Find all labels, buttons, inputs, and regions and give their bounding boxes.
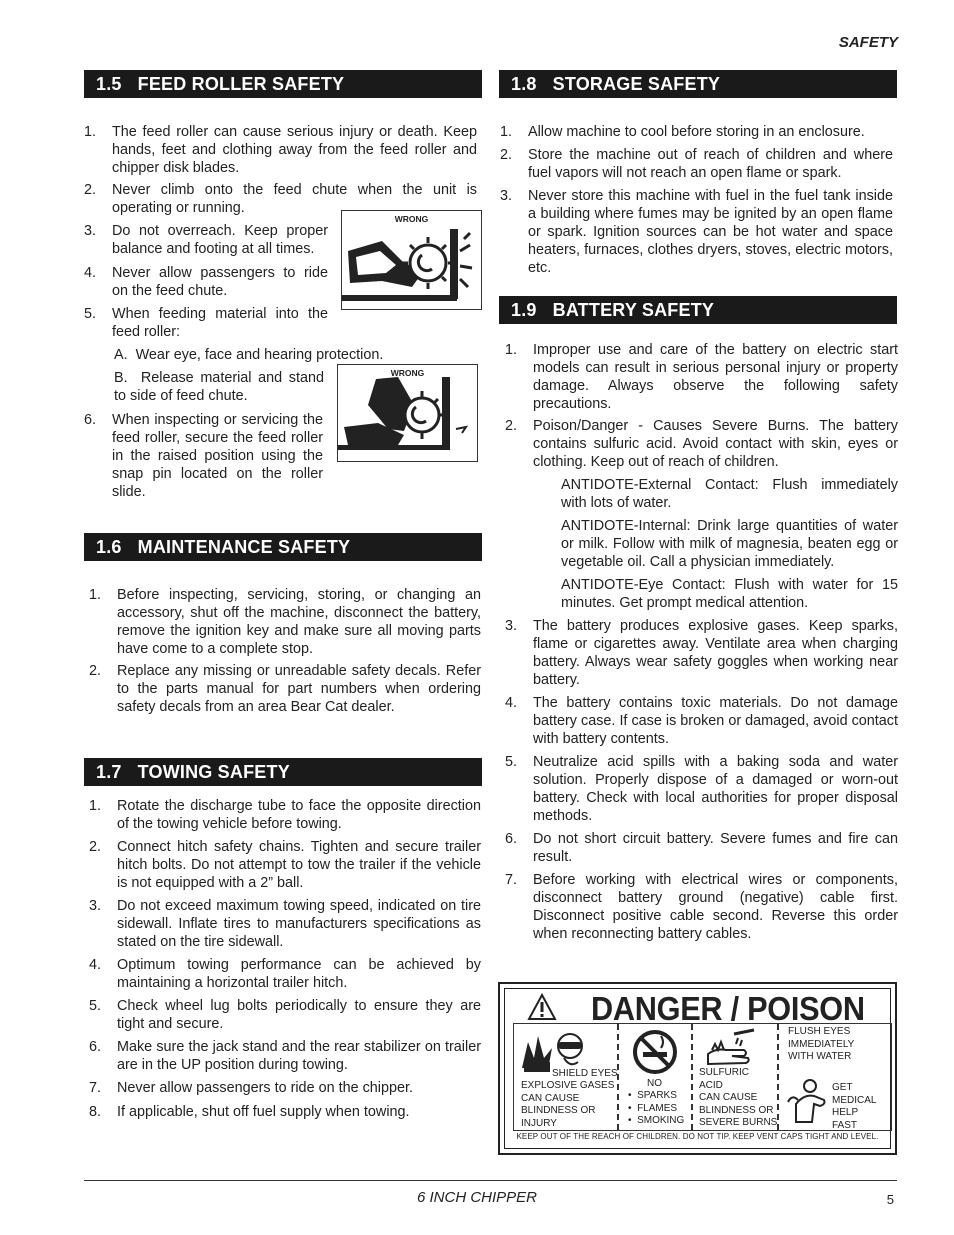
decal-frame xyxy=(504,988,891,1149)
list-item: 2. Never climb onto the feed chute when the unit is operating or running. xyxy=(84,182,477,216)
figure-wrong-servicing xyxy=(337,364,478,462)
danger-poison-decal xyxy=(498,982,897,1155)
section-title: STORAGE SAFETY xyxy=(552,74,721,94)
list-item: 7. Before working with electrical wires or components, disconnect battery ground (negative) cable first. Disconnect positive cable second. Reverse this order when reconnecting battery cables. xyxy=(505,872,898,942)
list-item: 1. Rotate the discharge tube to face the opposite direction of the towing vehicle before towing. xyxy=(89,798,481,832)
section-heading-battery xyxy=(499,296,897,324)
sub-list-item: A. Wear eye, face and hearing protection. xyxy=(114,347,384,363)
list-item: 3. Do not exceed maximum towing speed, indicated on tire sidewall. Inflate tires to manufacturers specifications as stated on the tire sidewall. xyxy=(89,898,481,950)
no-text: NO xyxy=(647,1078,662,1089)
hand-in-roller-illustration xyxy=(342,211,481,309)
list-item: 3. The battery produces explosive gases. Keep sparks, flame or cigarettes away. Ventilate area when charging battery. Always wear safety goggles when working near battery. xyxy=(505,618,898,688)
decal-footer-text: KEEP OUT OF THE REACH OF CHILDREN. DO NOT TIP. KEEP VENT CAPS TIGHT AND LEVEL. xyxy=(516,1132,879,1141)
list-item: 4. The battery contains toxic materials. Do not damage battery case. If case is broken or damaged, avoid contact with battery contents. xyxy=(505,695,898,747)
list-item: 1. Improper use and care of the battery on electric start models can result in serious personal injury or property damage. Always observe the following safety precautions. xyxy=(505,342,898,412)
warning-triangle-icon xyxy=(527,993,557,1021)
list-item: 2. Poison/Danger - Causes Severe Burns. The battery contains sulfuric acid. Avoid contact with skin, eyes or clothing. Keep out of reach of children. xyxy=(505,418,898,470)
running-header: SAFETY xyxy=(838,34,898,51)
list-item: 6. When inspecting or servicing the feed roller, secure the feed roller in the raised position using the snap pin located on the roller slide. xyxy=(84,412,323,500)
section-title: MAINTENANCE SAFETY xyxy=(137,537,351,557)
figure-wrong-reaching xyxy=(341,210,482,310)
decal-title: DANGER / POISON xyxy=(591,990,865,1027)
section-heading-maintenance xyxy=(84,533,482,561)
figure-label: WRONG xyxy=(390,368,425,378)
list-item: 6. Make sure the jack stand and the rear stabilizer on trailer are in the UP position during towing. xyxy=(89,1039,481,1073)
list-item: 3. Do not overreach. Keep proper balance and footing at all times. xyxy=(84,223,328,257)
list-item: 7. Never allow passengers to ride on the chipper. xyxy=(89,1080,413,1096)
footer-rule xyxy=(84,1180,897,1181)
section-number: 1.7 xyxy=(96,762,122,782)
explosive-gases-text: EXPLOSIVE GASES CAN CAUSE BLINDNESS OR INJURY xyxy=(521,1080,615,1129)
flush-eyes-text: FLUSH EYES IMMEDIATELY WITH WATER xyxy=(788,1026,855,1062)
antidote-text: ANTIDOTE-External Contact: Flush immediately with lots of water. xyxy=(561,477,898,511)
sub-list-item: B. Release material and stand to side of feed chute. xyxy=(114,370,324,404)
sulfuric-acid-text: SULFURIC ACID CAN CAUSE BLINDNESS OR SEVERE BURNS xyxy=(699,1067,778,1128)
no-list: • SPARKS • FLAMES • SMOKING xyxy=(628,1090,685,1126)
medical-help-text: GET MEDICAL HELP FAST xyxy=(832,1082,877,1131)
section-number: 1.5 xyxy=(96,74,122,94)
section-title: FEED ROLLER SAFETY xyxy=(137,74,345,94)
section-title: TOWING SAFETY xyxy=(137,762,290,782)
list-item: 5. When feeding material into the feed roller: xyxy=(84,306,328,340)
acid-burn-icon xyxy=(704,1028,760,1068)
figure-label: WRONG xyxy=(394,214,429,224)
page-number: 5 xyxy=(886,1192,894,1207)
list-item: 1. Before inspecting, servicing, storing, or changing an accessory, shut off the machine, disconnect the battery, remove the ignition key and make sure all moving parts have come to a complete stop. xyxy=(89,587,481,657)
decal-panel xyxy=(513,1023,892,1131)
antidote-text: ANTIDOTE-Eye Contact: Flush with water for 15 minutes. Get prompt medical attention. xyxy=(561,577,898,611)
shield-eyes-text: SHIELD EYES xyxy=(552,1068,618,1079)
list-item: 8. If applicable, shut off fuel supply when towing. xyxy=(89,1104,410,1120)
list-item: 6. Do not short circuit battery. Severe fumes and fire can result. xyxy=(505,831,898,865)
section-title: BATTERY SAFETY xyxy=(552,300,715,320)
list-item: 2. Connect hitch safety chains. Tighten and secure trailer hitch bolts. Do not attempt to tow the trailer if the vehicle is not equipped with a 2” ball. xyxy=(89,839,481,891)
list-item: 4. Never allow passengers to ride on the feed chute. xyxy=(84,265,328,299)
list-item: 4. Optimum towing performance can be achieved by maintaining a horizontal trailer hitch. xyxy=(89,957,481,991)
section-heading-towing xyxy=(84,758,482,786)
list-item: 1. The feed roller can cause serious injury or death. Keep hands, feet and clothing away from the feed roller and chipper disk blades. xyxy=(84,124,477,176)
roller-illustration xyxy=(338,365,477,461)
list-item: 2. Replace any missing or unreadable safety decals. Refer to the parts manual for part numbers when ordering safety decals from an area Bear Cat dealer. xyxy=(89,663,481,715)
section-heading-feed-roller xyxy=(84,70,482,98)
medical-help-icon xyxy=(784,1078,832,1126)
list-item: 2. Store the machine out of reach of children and where fuel vapors will not reach an open flame or spark. xyxy=(500,147,893,181)
list-item: 5. Check wheel lug bolts periodically to ensure they are tight and secure. xyxy=(89,998,481,1032)
antidote-text: ANTIDOTE-Internal: Drink large quantities of water or milk. Follow with milk of magnesia, beaten egg or vegetable oil. Call a physician immediately. xyxy=(561,518,898,570)
footer-title: 6 INCH CHIPPER xyxy=(416,1189,538,1206)
list-item: 5. Neutralize acid spills with a baking soda and water solution. Properly dispose of a damaged or worn-out battery. Check with local authorities for proper disposal methods. xyxy=(505,754,898,824)
list-item: 3. Never store this machine with fuel in the fuel tank inside a building where fumes may be ignited by an open flame or spark. Ignition sources can be hot water and space heaters, furnaces, clothes dryers, stoves, electric motors, etc. xyxy=(500,188,893,276)
section-number: 1.6 xyxy=(96,537,122,557)
section-number: 1.9 xyxy=(511,300,537,320)
list-item: 1. Allow machine to cool before storing in an enclosure. xyxy=(500,124,865,140)
no-smoking-icon xyxy=(631,1028,679,1076)
section-number: 1.8 xyxy=(511,74,537,94)
section-heading-storage xyxy=(499,70,897,98)
